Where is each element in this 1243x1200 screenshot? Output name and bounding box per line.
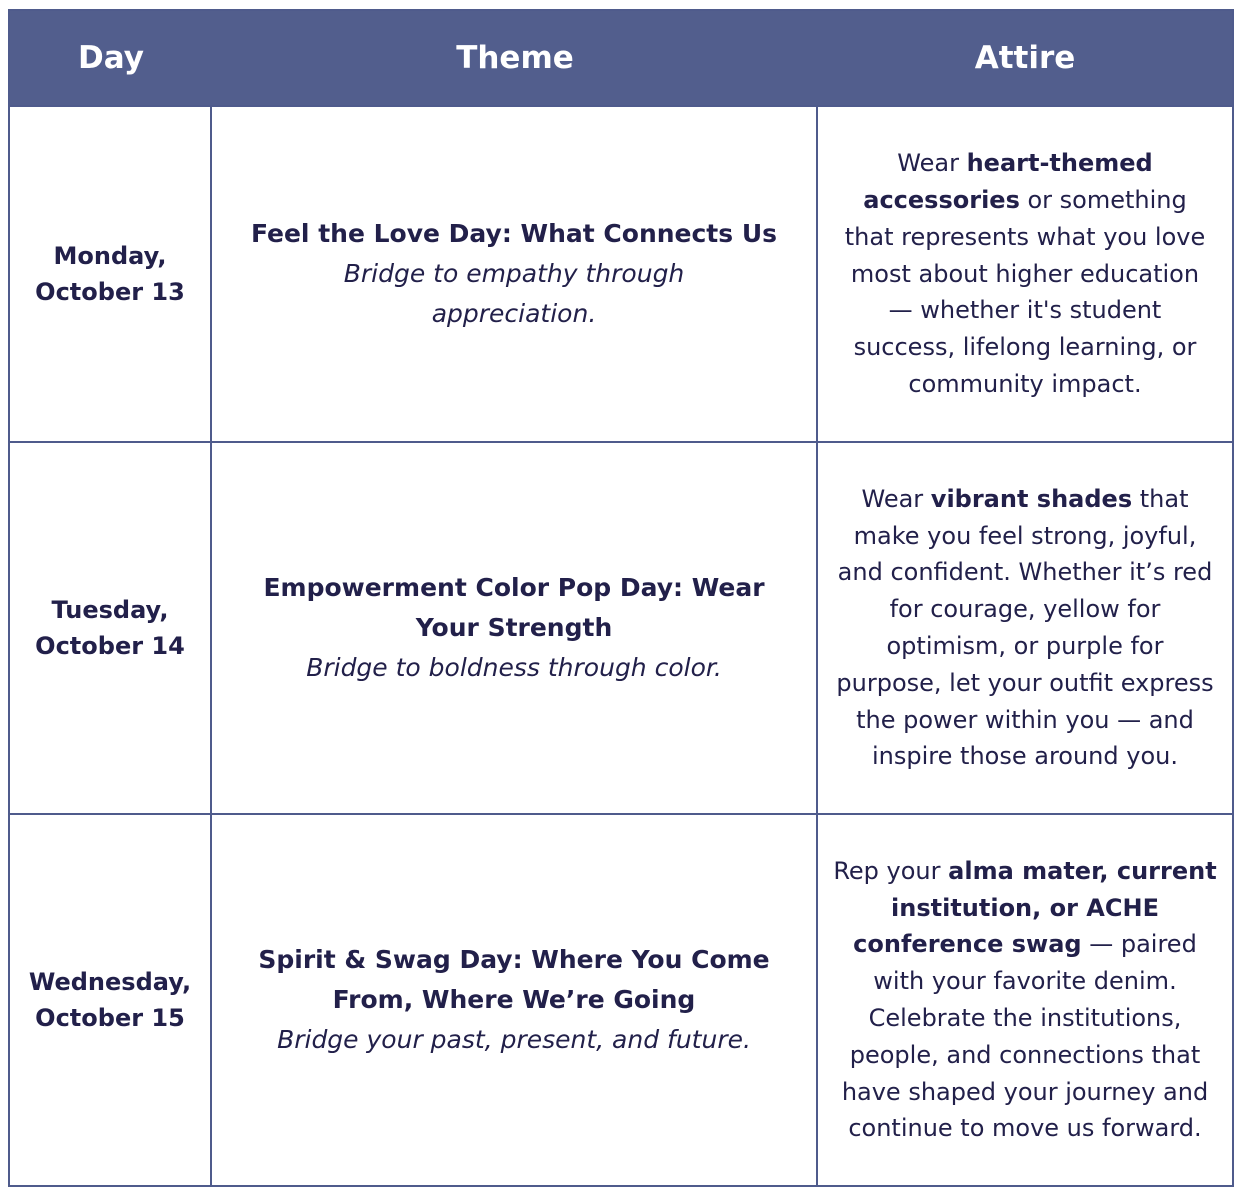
theme-title: Empowerment Color Pop Day: Wear Your Strength xyxy=(263,573,765,642)
attire-highlight: heart-themed accessories xyxy=(863,149,1153,214)
column-header-theme: Theme xyxy=(212,11,818,107)
attire-cell-tuesday xyxy=(818,443,1232,815)
theme-cell-wednesday xyxy=(212,815,818,1185)
column-header-attire: Attire xyxy=(818,11,1232,107)
attire-text: Rep your xyxy=(833,856,949,885)
theme-cell-monday xyxy=(212,107,818,443)
day-date: October 15 xyxy=(35,1004,185,1032)
day-name: Tuesday, xyxy=(51,596,169,624)
attire-text: — paired with your favorite denim. Celebrate the institutions, people, and connections that have shaped your journey and continue to move us forward. xyxy=(841,930,1209,1143)
day-cell-wednesday xyxy=(10,815,212,1185)
theme-title: Feel the Love Day: What Connects Us xyxy=(250,219,778,248)
attire-highlight: alma mater, current institution, or ACHE conference swag xyxy=(853,856,1217,959)
attire-cell-wednesday xyxy=(818,815,1232,1185)
day-cell-tuesday xyxy=(10,443,212,815)
attire-cell-monday xyxy=(818,107,1232,443)
day-name: Monday, xyxy=(53,242,167,270)
attire-text: or something that represents what you love most about higher education — whether it's student success, lifelong learning, or community impact. xyxy=(844,186,1206,398)
spirit-week-table xyxy=(8,9,1234,1187)
attire-highlight: vibrant shades xyxy=(930,484,1133,513)
theme-title: Spirit & Swag Day: Where You Come From, Where We’re Going xyxy=(258,945,770,1014)
attire-text: Wear xyxy=(897,149,967,178)
day-date: October 14 xyxy=(35,632,185,660)
day-cell-monday xyxy=(10,107,212,443)
day-date: October 13 xyxy=(35,278,185,306)
theme-subtitle: Bridge your past, present, and future. xyxy=(277,1025,751,1054)
theme-subtitle: Bridge to boldness through color. xyxy=(306,653,722,682)
attire-text: that make you feel strong, joyful, and confident. Whether it’s red for courage, yellow for optimism, or purple for purpose, let your outfit express the power within you — and inspire those around you. xyxy=(836,484,1214,771)
theme-cell-tuesday xyxy=(212,443,818,815)
day-name: Wednesday, xyxy=(28,968,192,996)
column-header-day: Day xyxy=(10,11,212,107)
attire-text: Wear xyxy=(861,484,931,513)
theme-subtitle: Bridge to empathy through appreciation. xyxy=(343,259,685,328)
